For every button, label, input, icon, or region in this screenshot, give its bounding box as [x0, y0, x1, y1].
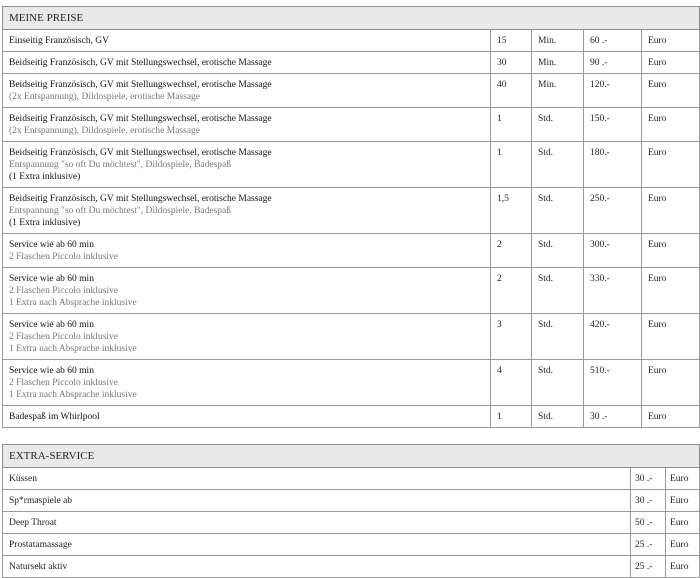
extra-row — [3, 490, 700, 512]
price-title: Beidseitig Französisch, GV mit Stellungswechsel, erotische Massage — [9, 114, 272, 124]
price-extra-note: (1 Extra inklusive) — [9, 172, 81, 182]
extra-title: Natursekt aktiv — [3, 556, 631, 578]
price-subtext: 2 Flaschen Piccolo inklusive — [9, 332, 118, 342]
price-currency: Euro — [642, 234, 700, 268]
price-amount: 300.- — [584, 234, 642, 268]
price-description — [3, 314, 491, 360]
extra-price: 30 .- — [631, 468, 666, 490]
price-subtext: 2 Flaschen Piccolo inklusive — [9, 286, 118, 296]
price-unit: Min. — [532, 52, 584, 74]
extra-service-header-row — [3, 445, 700, 468]
price-description — [3, 108, 491, 142]
extra-service-table — [2, 444, 700, 578]
price-currency: Euro — [642, 108, 700, 142]
extra-title: Prostatamassage — [3, 534, 631, 556]
price-unit: Std. — [532, 234, 584, 268]
price-title: Beidseitig Französisch, GV mit Stellungswechsel, erotische Massage — [9, 80, 272, 90]
price-description — [3, 142, 491, 188]
price-currency: Euro — [642, 142, 700, 188]
extra-service-header: EXTRA-SERVICE — [3, 445, 700, 468]
price-currency: Euro — [642, 74, 700, 108]
price-row — [3, 360, 700, 406]
price-description — [3, 268, 491, 314]
extra-price: 50 .- — [631, 512, 666, 534]
price-currency: Euro — [642, 406, 700, 428]
price-title: Beidseitig Französisch, GV mit Stellungswechsel, erotische Massage — [9, 148, 272, 158]
price-amount: 510.- — [584, 360, 642, 406]
price-amount: 150.- — [584, 108, 642, 142]
price-quantity: 15 — [491, 30, 532, 52]
extra-price: 30 .- — [631, 490, 666, 512]
price-unit: Std. — [532, 406, 584, 428]
price-row — [3, 108, 700, 142]
price-row — [3, 188, 700, 234]
price-table-header-row — [3, 7, 700, 30]
extra-price: 25 .- — [631, 556, 666, 578]
price-quantity: 40 — [491, 74, 532, 108]
price-currency: Euro — [642, 30, 700, 52]
extra-row — [3, 512, 700, 534]
price-currency: Euro — [642, 188, 700, 234]
extra-currency: Euro — [666, 490, 700, 512]
extra-title: Küssen — [3, 468, 631, 490]
price-quantity: 2 — [491, 268, 532, 314]
price-subtext: 1 Extra nach Absprache inklusive — [9, 390, 137, 400]
price-title: Badespaß im Whirlpool — [9, 412, 100, 422]
price-subtext: Entspannung "so oft Du möchtest", Dildospiele, Badespaß — [9, 206, 232, 216]
price-subtext: 1 Extra nach Absprache inklusive — [9, 298, 137, 308]
price-table — [2, 6, 700, 428]
extra-row — [3, 556, 700, 578]
price-description — [3, 74, 491, 108]
price-row — [3, 74, 700, 108]
price-subtext: Entspannung "so oft Du möchtest", Dildospiele, Badespaß — [9, 160, 232, 170]
extra-currency: Euro — [666, 468, 700, 490]
price-currency: Euro — [642, 52, 700, 74]
price-amount: 60 .- — [584, 30, 642, 52]
price-currency: Euro — [642, 360, 700, 406]
price-title: Service wie ab 60 min — [9, 366, 94, 376]
price-quantity: 1,5 — [491, 188, 532, 234]
price-description — [3, 234, 491, 268]
price-quantity: 1 — [491, 406, 532, 428]
price-extra-note: (1 Extra inklusive) — [9, 218, 81, 228]
price-subtext: 2 Flaschen Piccolo inklusive — [9, 252, 118, 262]
price-row — [3, 30, 700, 52]
extra-currency: Euro — [666, 512, 700, 534]
price-currency: Euro — [642, 314, 700, 360]
price-subtext: 1 Extra nach Absprache inklusive — [9, 344, 137, 354]
price-unit: Std. — [532, 142, 584, 188]
extra-currency: Euro — [666, 556, 700, 578]
price-amount: 120.- — [584, 74, 642, 108]
price-subtext: (2x Entspannung), Dildospiele, erotische Massage — [9, 126, 201, 136]
price-quantity: 2 — [491, 234, 532, 268]
price-amount: 330.- — [584, 268, 642, 314]
extra-currency: Euro — [666, 534, 700, 556]
price-quantity: 1 — [491, 108, 532, 142]
price-description — [3, 30, 491, 52]
price-unit: Min. — [532, 30, 584, 52]
price-unit: Std. — [532, 188, 584, 234]
extra-price: 25 .- — [631, 534, 666, 556]
price-row — [3, 142, 700, 188]
extra-row — [3, 534, 700, 556]
price-unit: Std. — [532, 314, 584, 360]
extra-title: Deep Throat — [3, 512, 631, 534]
price-description — [3, 406, 491, 428]
price-amount: 420.- — [584, 314, 642, 360]
price-table-header: MEINE PREISE — [3, 7, 700, 30]
price-quantity: 30 — [491, 52, 532, 74]
price-unit: Min. — [532, 74, 584, 108]
price-quantity: 3 — [491, 314, 532, 360]
price-unit: Std. — [532, 360, 584, 406]
price-description — [3, 360, 491, 406]
price-row — [3, 314, 700, 360]
price-row — [3, 406, 700, 428]
price-description — [3, 52, 491, 74]
price-title: Beidseitig Französisch, GV mit Stellungswechsel, erotische Massage — [9, 194, 272, 204]
price-title: Beidseitig Französisch, GV mit Stellungswechsel, erotische Massage — [9, 58, 272, 68]
price-quantity: 1 — [491, 142, 532, 188]
price-title: Service wie ab 60 min — [9, 274, 94, 284]
price-amount: 250.- — [584, 188, 642, 234]
price-row — [3, 234, 700, 268]
price-description — [3, 188, 491, 234]
price-currency: Euro — [642, 268, 700, 314]
price-amount: 30 .- — [584, 406, 642, 428]
price-title: Service wie ab 60 min — [9, 320, 94, 330]
price-amount: 90 .- — [584, 52, 642, 74]
price-row — [3, 268, 700, 314]
price-amount: 180.- — [584, 142, 642, 188]
price-title: Service wie ab 60 min — [9, 240, 94, 250]
price-unit: Std. — [532, 268, 584, 314]
price-unit: Std. — [532, 108, 584, 142]
price-subtext: 2 Flaschen Piccolo inklusive — [9, 378, 118, 388]
price-quantity: 4 — [491, 360, 532, 406]
price-subtext: (2x Entspannung), Dildospiele, erotische Massage — [9, 92, 201, 102]
extra-row — [3, 468, 700, 490]
extra-title: Sp*rmaspiele ab — [3, 490, 631, 512]
price-title: Einseitig Französisch, GV — [9, 36, 110, 46]
price-row — [3, 52, 700, 74]
